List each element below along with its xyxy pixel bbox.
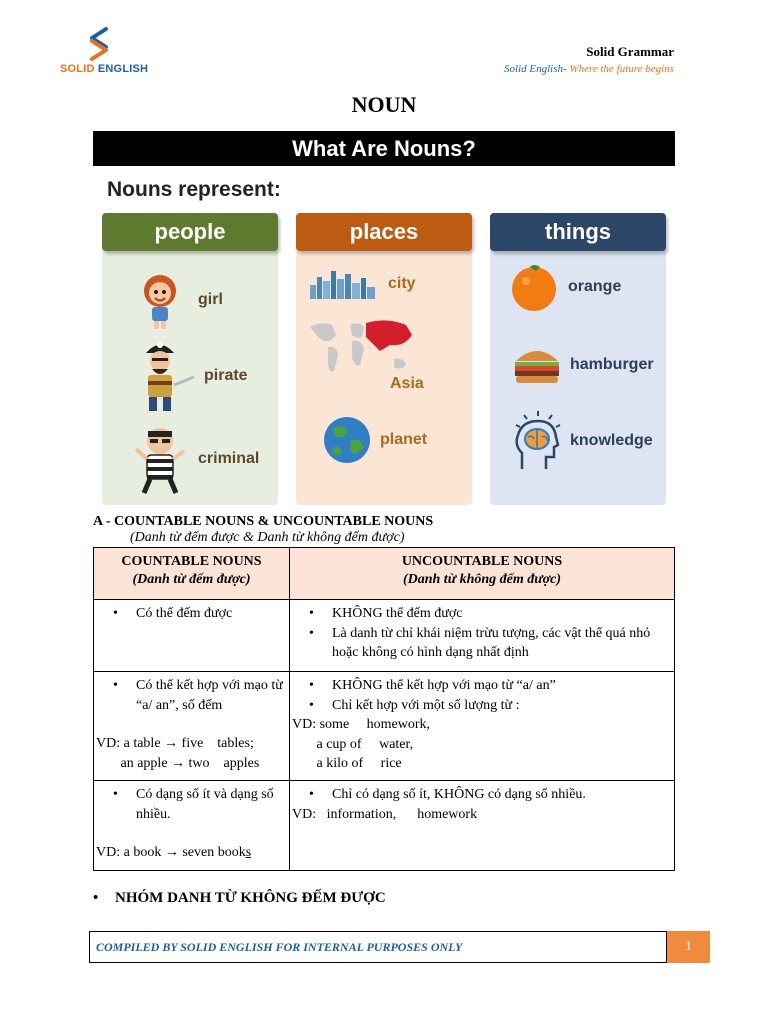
table-cell xyxy=(94,600,290,672)
category-things xyxy=(490,213,666,505)
example-line: a kilo of rice xyxy=(292,756,402,771)
list-item: • Chỉ có dạng số ít, KHÔNG có dạng số nhiều. xyxy=(292,785,672,805)
category-places xyxy=(296,213,472,505)
example-line: VD: some homework, xyxy=(292,717,431,732)
criminal-icon xyxy=(130,423,190,495)
item-knowledge xyxy=(512,409,653,473)
item-label: girl xyxy=(198,291,223,308)
list-item: • Có thể đếm được xyxy=(96,604,287,624)
page-title: NOUN xyxy=(351,92,417,117)
pirate-icon xyxy=(130,337,196,415)
table-cell xyxy=(94,672,290,781)
item-criminal xyxy=(130,423,259,495)
item-girl xyxy=(130,269,223,331)
table-row xyxy=(94,600,675,672)
table-cell xyxy=(290,781,675,871)
item-pirate xyxy=(130,337,248,415)
item-planet xyxy=(322,415,427,465)
group-heading: • NHÓM DANH TỪ KHÔNG ĐẾM ĐƯỢC xyxy=(93,890,386,906)
category-people xyxy=(102,213,278,505)
section-heading: A - COUNTABLE NOUNS & UNCOUNTABLE NOUNS xyxy=(93,514,434,529)
list-item: • Có thể kết hợp với mạo từ “a/ an”, số đếm xyxy=(96,676,287,715)
category-things-label: things xyxy=(490,213,666,251)
list-item: • KHÔNG thể đếm được xyxy=(292,604,672,624)
item-label: criminal xyxy=(198,450,260,467)
item-hamburger xyxy=(512,345,654,385)
example-line: VD: information, homework xyxy=(292,806,478,822)
example-line: VD: a table → five tables; xyxy=(96,736,254,751)
orange-fruit-icon xyxy=(508,261,560,313)
col-countable-header: COUNTABLE NOUNS (Danh từ đếm được) xyxy=(94,548,290,600)
planet-earth-icon xyxy=(322,415,372,465)
example-line: VD: a book → seven books xyxy=(96,845,252,860)
countable-uncountable-table xyxy=(93,547,675,871)
category-people-label: people xyxy=(102,213,278,251)
table-header-row xyxy=(94,548,675,600)
item-label: knowledge xyxy=(570,432,653,449)
list-item: • KHÔNG thể kết hợp với mạo từ “a/ an” xyxy=(292,676,672,696)
item-label: orange xyxy=(568,278,622,295)
world-map-icon xyxy=(306,317,418,381)
header-tagline: Solid English- Where the future begins xyxy=(504,63,674,75)
table-row xyxy=(94,672,675,781)
item-label: pirate xyxy=(204,367,248,384)
footer-text: COMPILED BY SOLID ENGLISH FOR INTERNAL PURPOSES ONLY xyxy=(89,931,667,963)
section-subheading: (Danh từ đếm được & Danh từ không đếm được) xyxy=(130,530,405,545)
logo-s-icon xyxy=(84,26,114,62)
list-item: • Có dạng số ít và dạng số nhiều. xyxy=(96,785,287,824)
list-item: • Là danh từ chỉ khái niệm trừu tượng, các vật thể quá nhỏ hoặc không có hình dạng nhất định xyxy=(292,624,672,663)
hamburger-icon xyxy=(512,345,562,385)
infographic-banner: What Are Nouns? xyxy=(93,131,675,166)
col-uncountable-header: UNCOUNTABLE NOUNS (Danh từ không đếm được) xyxy=(290,548,675,600)
item-label: planet xyxy=(380,431,428,448)
header-title: Solid Grammar xyxy=(586,44,674,59)
infographic-subtitle: Nouns represent: xyxy=(107,178,281,201)
table-cell xyxy=(290,672,675,781)
header-right xyxy=(504,44,674,75)
page-number: 1 xyxy=(667,931,710,963)
logo-text: SOLID ENGLISH xyxy=(60,63,149,75)
table-cell xyxy=(290,600,675,672)
item-orange xyxy=(508,261,621,313)
example-line: an apple → two apples xyxy=(96,755,260,771)
item-label: city xyxy=(388,275,416,292)
list-item: • Chỉ kết hợp với một số lượng từ : xyxy=(292,696,672,716)
brain-knowledge-icon xyxy=(512,409,562,473)
girl-icon xyxy=(130,269,190,331)
example-line: a cup of water, xyxy=(292,736,414,752)
item-asia xyxy=(306,317,424,393)
item-label: Asia xyxy=(390,375,424,392)
item-label: hamburger xyxy=(570,356,654,373)
city-skyline-icon xyxy=(308,269,380,299)
table-cell xyxy=(94,781,290,871)
table-row xyxy=(94,781,675,871)
category-places-label: places xyxy=(296,213,472,251)
item-city xyxy=(308,269,416,299)
solid-english-logo xyxy=(58,26,158,78)
